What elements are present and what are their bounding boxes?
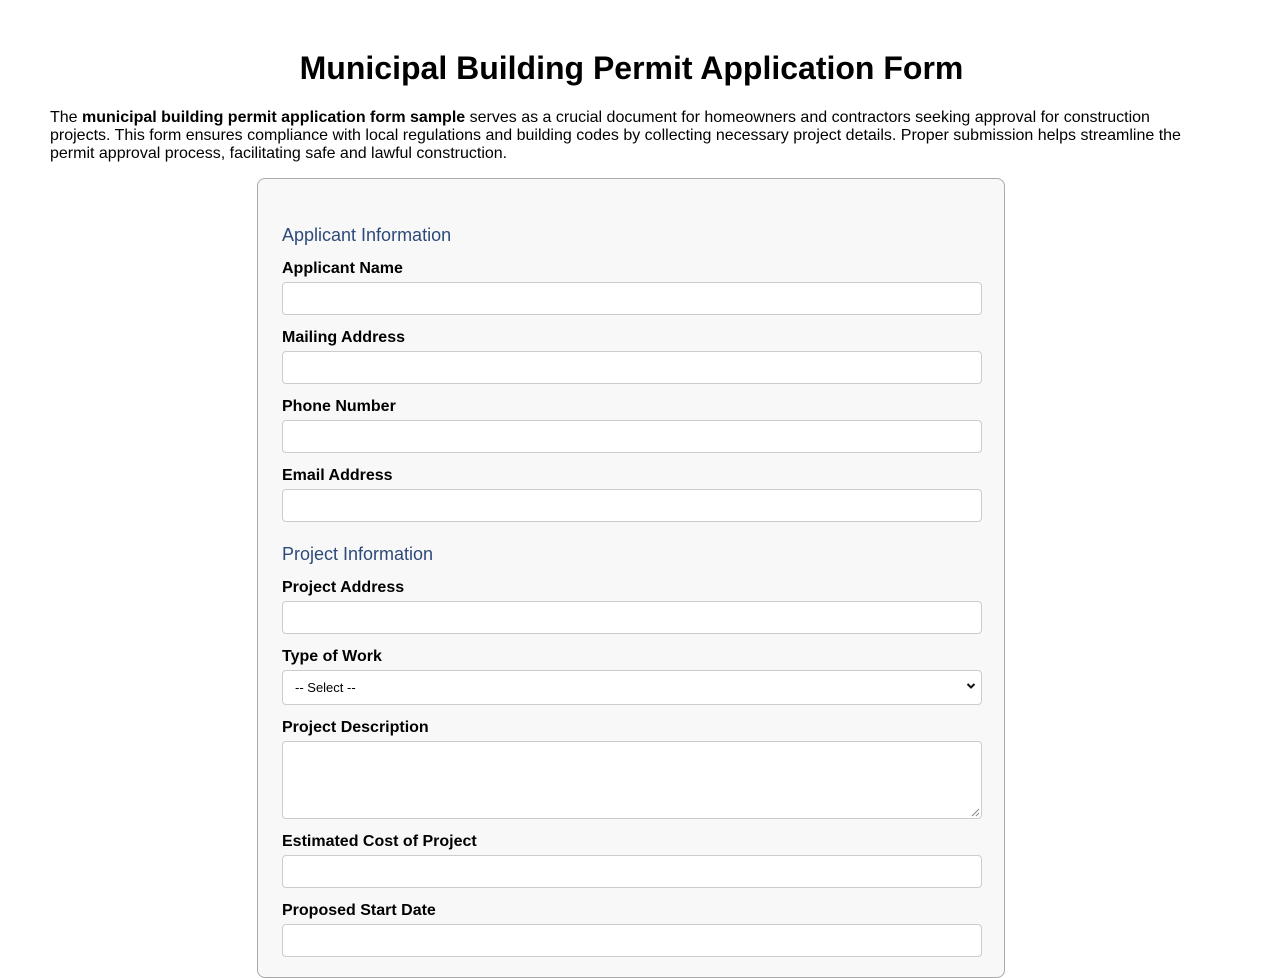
proposed-start-date-input[interactable] xyxy=(282,924,982,957)
label-project-address: Project Address xyxy=(282,579,405,596)
chevron-down-icon xyxy=(966,681,976,691)
section-title-project: Project Information xyxy=(282,544,434,564)
project-address-input[interactable] xyxy=(282,601,982,634)
section-title-applicant: Applicant Information xyxy=(282,225,452,245)
phone-number-input[interactable] xyxy=(282,420,982,453)
email-address-input[interactable] xyxy=(282,489,982,522)
resize-grip-icon[interactable] xyxy=(970,807,980,817)
label-estimated-cost: Estimated Cost of Project xyxy=(282,833,477,850)
intro-paragraph xyxy=(50,109,1213,163)
label-mailing-address: Mailing Address xyxy=(282,329,405,346)
permit-form xyxy=(257,178,1005,978)
project-description-textarea[interactable] xyxy=(282,741,982,819)
label-project-description: Project Description xyxy=(282,719,429,736)
page-title: Municipal Building Permit Application Form xyxy=(299,50,964,86)
intro-bold: municipal building permit application form sample xyxy=(82,109,466,126)
intro-prefix: The xyxy=(50,109,83,126)
applicant-name-input[interactable] xyxy=(282,282,982,315)
type-of-work-selected-value: -- Select -- xyxy=(282,670,982,705)
type-of-work-select[interactable] xyxy=(282,670,982,705)
label-proposed-start-date: Proposed Start Date xyxy=(282,902,436,919)
label-phone-number: Phone Number xyxy=(282,398,396,415)
mailing-address-input[interactable] xyxy=(282,351,982,384)
estimated-cost-input[interactable] xyxy=(282,855,982,888)
label-type-of-work: Type of Work xyxy=(282,648,382,665)
label-applicant-name: Applicant Name xyxy=(282,260,403,277)
label-email-address: Email Address xyxy=(282,467,393,484)
page xyxy=(0,0,1263,163)
intro-suffix: serves as a crucial document for homeowners and contractors seeking approval for construction projects. This form ensures compliance with local regulations and building codes by collecting necessary project details. Proper submission helps streamline the permit approval process, facilitating safe and lawful construction. xyxy=(50,109,1181,162)
